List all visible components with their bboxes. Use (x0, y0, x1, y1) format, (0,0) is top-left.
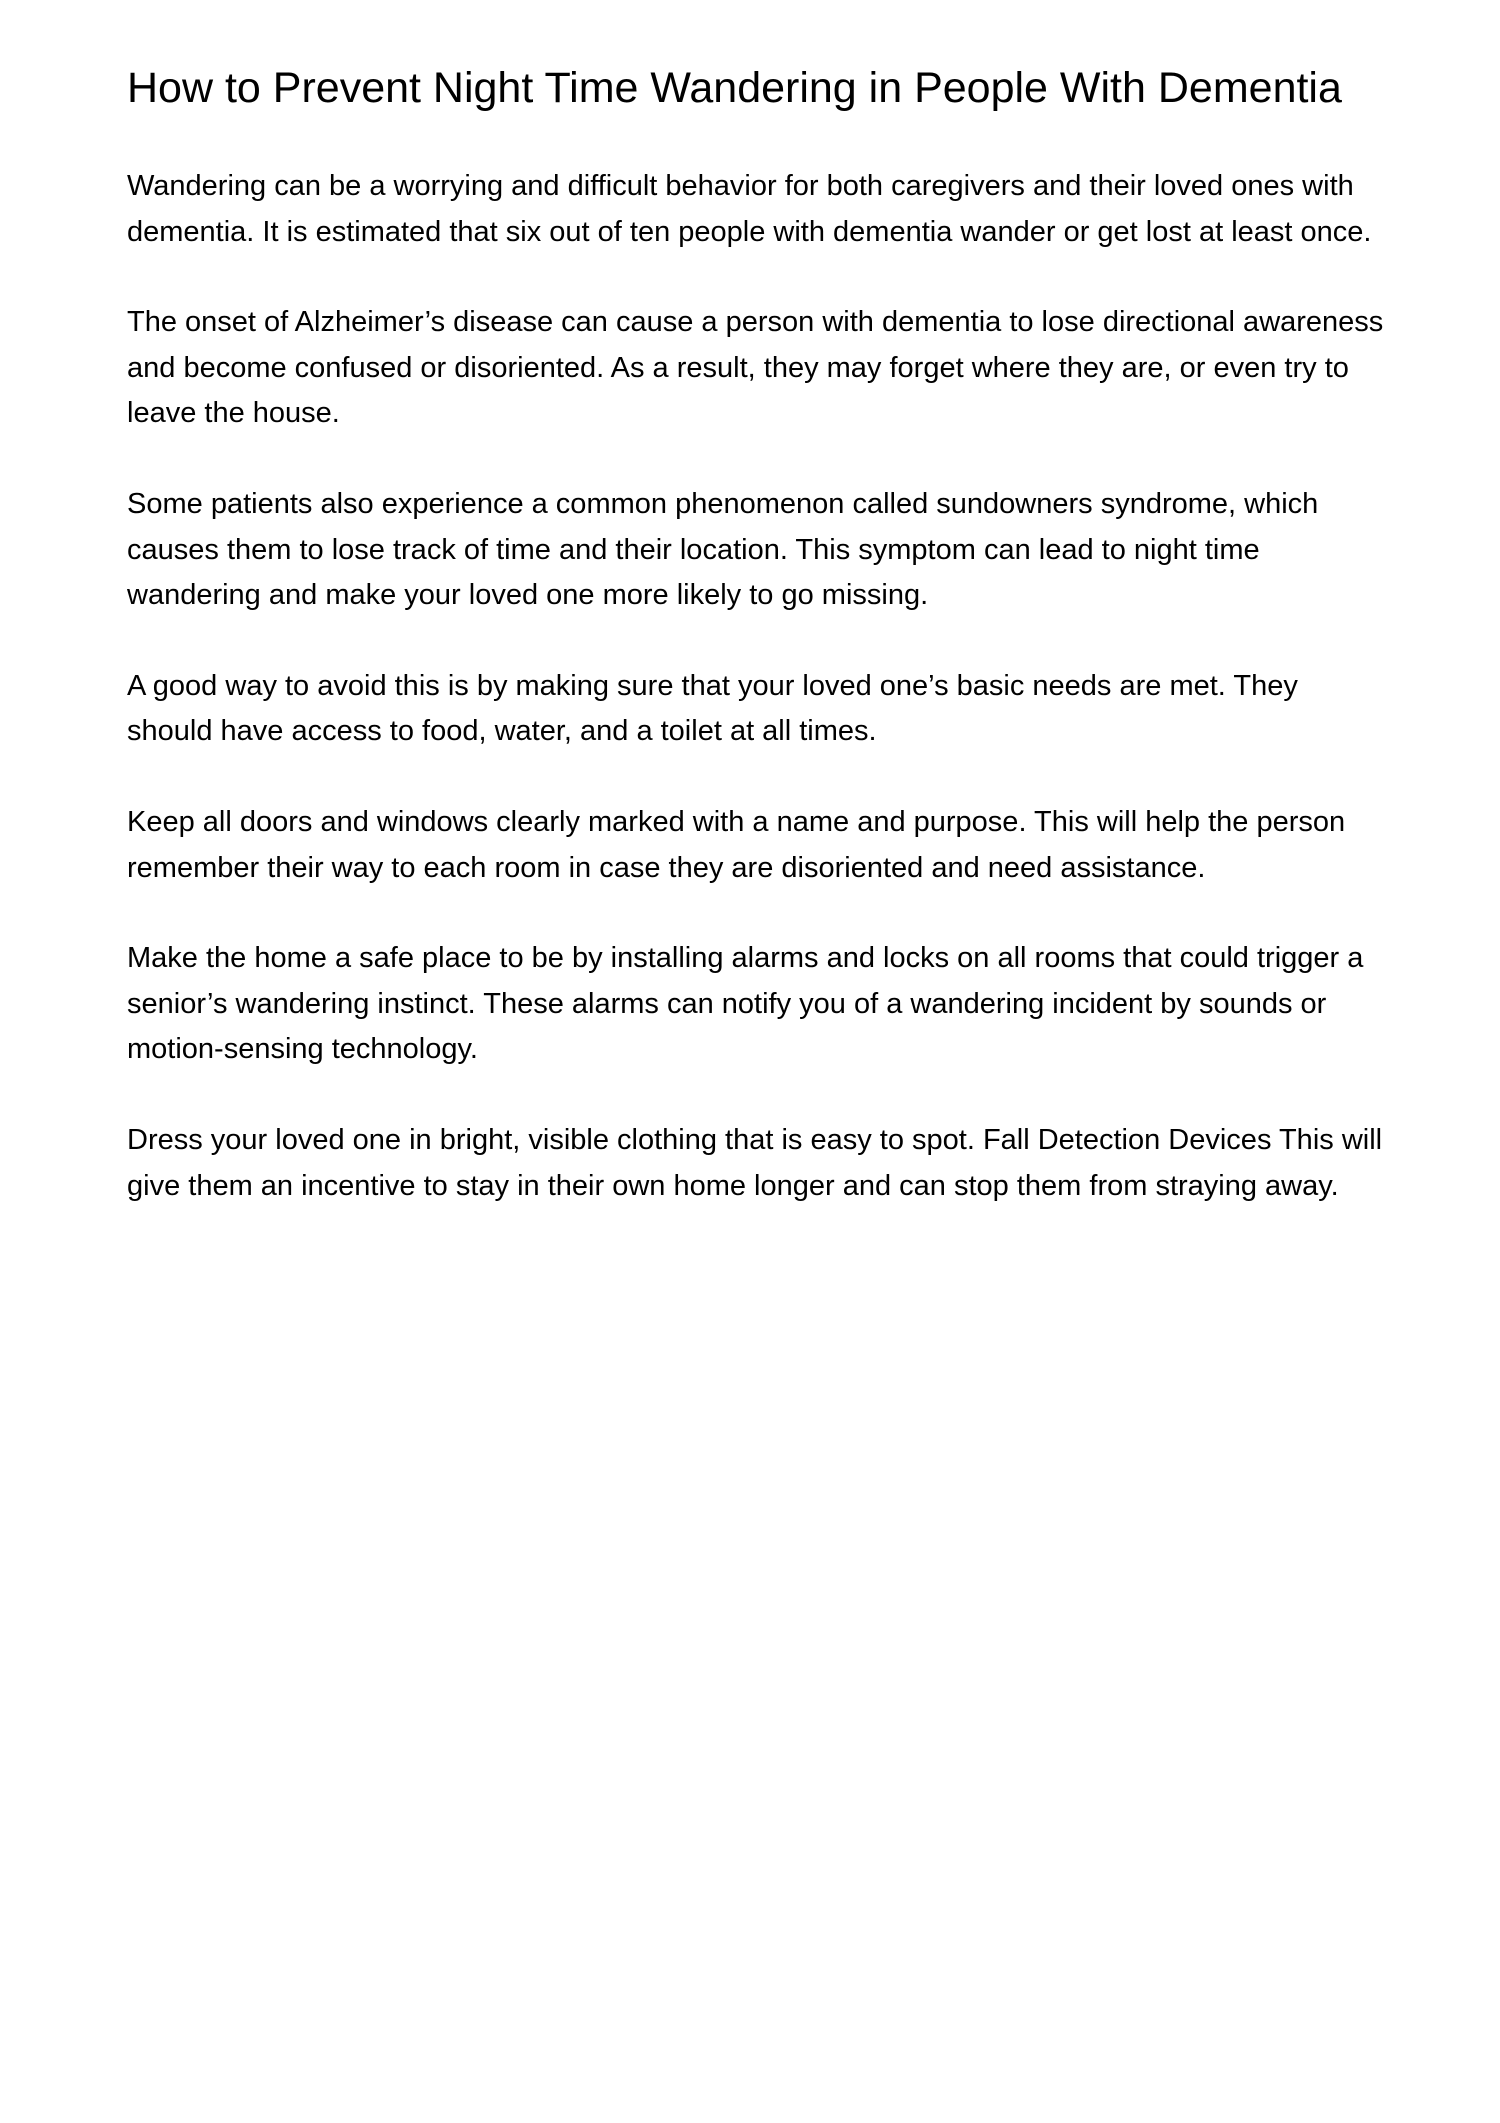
paragraph: Make the home a safe place to be by installing alarms and locks on all rooms that could trigger a senior’s wandering instinct. These alarms can notify you of a wandering incident by sounds or motion-sensing technology. (127, 942, 1364, 1066)
document-title: How to Prevent Night Time Wandering in People With Dementia (127, 64, 1342, 112)
paragraph: Dress your loved one in bright, visible clothing that is easy to spot. Fall Detection Devices This will give them an incentive to stay in their own home longer and can stop them from straying away. (127, 1123, 1383, 1202)
paragraph: A good way to avoid this is by making sure that your loved one’s basic needs are met. They should have access to food, water, and a toilet at all times. (127, 669, 1298, 748)
paragraph: Some patients also experience a common phenomenon called sundowners syndrome, which causes them to lose track of time and their location. This symptom can lead to night time wandering and make your loved one more likely to go missing. (127, 487, 1319, 612)
document-body (127, 164, 1387, 1209)
document-page (127, 66, 1387, 1254)
paragraph: Keep all doors and windows clearly marked with a name and purpose. This will help the person remember their way to each room in case they are disoriented and need assistance. (127, 805, 1346, 884)
paragraph: The onset of Alzheimer’s disease can cause a person with dementia to lose directional awareness and become confused or disoriented. As a result, they may forget where they are, or even try to leave the house. (127, 306, 1384, 430)
paragraph: Wandering can be a worrying and difficult behavior for both caregivers and their loved ones with dementia. It is estimated that six out of ten people with dementia wander or get lost at least once. (127, 170, 1372, 248)
